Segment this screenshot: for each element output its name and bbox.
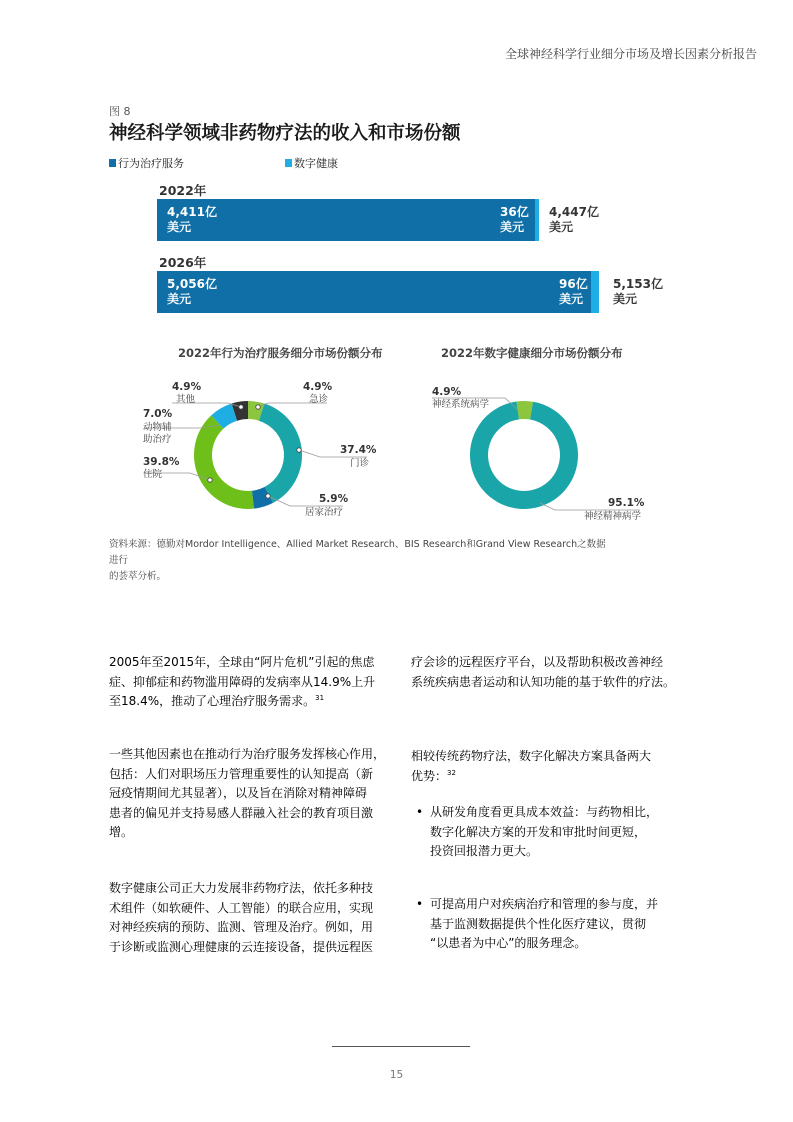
left-p3-line-3: 对神经疾病的预防、监测、管理及治疗。例如，用 — [109, 920, 374, 934]
marker-other — [239, 405, 243, 409]
left-p2-line-4: 患者的偏见并支持易感人群融入社会的教育项目激 — [109, 805, 374, 820]
right-paragraph-2 — [411, 747, 701, 786]
bar-2026-digital-amount: 96亿 — [559, 277, 588, 291]
page-header — [0, 0, 793, 68]
bar-year-2022: 2022年 — [159, 183, 207, 198]
left-paragraph-3 — [109, 879, 399, 957]
left-paragraph-1 — [109, 653, 399, 712]
source-line-2: 的荟萃分析。 — [109, 571, 167, 582]
donut2-psych-pct: 95.1% — [608, 497, 645, 509]
page-number: 15 — [389, 1069, 404, 1081]
source-line-1: 资料来源：德勤对Mordor Intelligence、Allied Market Research、BIS Research和Grand View Research之数据进行 — [109, 539, 606, 566]
bar-2026-digital-value — [559, 277, 588, 307]
bar-2022-behavioral-unit: 美元 — [167, 220, 192, 234]
right-p2-line-1: 相较传统药物疗法，数字化解决方案具备两大 — [411, 749, 652, 763]
legend-swatch-digital — [285, 159, 292, 167]
bullet-2-line-1: 可提高用户对疾病治疗和管理的参与度，并 — [430, 897, 659, 911]
left-paragraph-2 — [109, 745, 404, 843]
bar-2026-digital-unit: 美元 — [559, 292, 584, 306]
bullet-2-line-2: 基于监测数据提供个性化医疗建议，贯彻 — [430, 916, 647, 931]
bar-2026-behavioral — [157, 271, 591, 313]
bar-2022-behavioral-value — [167, 205, 217, 235]
donut1-outpatient-label: 门诊 — [350, 458, 370, 469]
donut1-segments — [194, 401, 302, 509]
bullet-1-line-3: 投资回报潜力更大。 — [430, 844, 539, 858]
chart-legend — [109, 155, 509, 169]
donut-charts-svg — [0, 360, 793, 530]
donut1-home-label: 居家治疗 — [305, 507, 344, 518]
bullet-1-line-2: 数字化解决方案的开发和审批时间更短， — [430, 824, 647, 839]
bullet-2 — [416, 895, 701, 954]
left-p1-line-2: 症、抑郁症和药物滥用障碍的发病率从14.9%上升 — [109, 674, 376, 689]
donut1-other-label: 其他 — [176, 394, 196, 405]
marker-inpatient — [208, 478, 212, 482]
bar-2026-behavioral-unit: 美元 — [167, 292, 192, 306]
left-p3-line-1: 数字健康公司正大力发展非药物疗法，依托多种技 — [109, 881, 374, 895]
bar-2026-digital — [591, 271, 599, 313]
donut1-title: 2022年行为治疗服务细分市场份额分布 — [178, 346, 383, 360]
donut1-inpatient-label: 住院 — [143, 469, 163, 480]
bar-2022-digital-value — [500, 205, 529, 235]
bar-2022-digital-unit: 美元 — [500, 220, 525, 234]
donut1-animal-label-2: 助治疗 — [143, 434, 172, 445]
donut1-outpatient-pct: 37.4% — [340, 444, 377, 456]
donut1-other-pct: 4.9% — [172, 381, 202, 393]
right-p1-line-2: 系统疾病患者运动和认知功能的基于软件的疗法。 — [411, 674, 676, 689]
legend-item-digital — [285, 155, 338, 171]
bar-year-2026: 2026年 — [159, 255, 207, 270]
footer-rule — [332, 1046, 470, 1047]
donut2-psych-label: 神经精神病学 — [584, 511, 642, 522]
left-p1-line-3 — [109, 692, 399, 712]
source-note — [109, 537, 609, 585]
bar-2026-behavioral-amount: 5,056亿 — [167, 277, 217, 291]
donut1-slice-1 — [259, 404, 302, 503]
bar-2022-total-value — [549, 205, 599, 235]
bullet-1-line-1: 从研发角度看更具成本效益：与药物相比， — [430, 805, 659, 819]
bar-2026-total-value — [613, 277, 663, 307]
bar-2022-behavioral-amount: 4,411亿 — [167, 205, 217, 219]
bar-2022-total-unit: 美元 — [549, 220, 574, 234]
footnote-ref-32: 32 — [447, 768, 456, 777]
bar-2022-digital-amount: 36亿 — [500, 205, 529, 219]
donut2-neuro-pct: 4.9% — [432, 386, 462, 398]
marker-home — [266, 494, 270, 498]
donut1-emergency-pct: 4.9% — [303, 381, 333, 393]
bar-2022-digital — [535, 199, 539, 241]
bullet-2-text — [430, 895, 701, 954]
legend-item-behavioral — [109, 155, 184, 171]
left-p2-line-3: 冠疫情期间尤其显著），以及旨在消除对精神障碍 — [109, 786, 368, 800]
footnote-ref-31: 31 — [315, 694, 325, 702]
right-p1-line-1: 疗会诊的远程医疗平台，以及帮助积极改善神经 — [411, 655, 664, 669]
bar-2022-total-amount: 4,447亿 — [549, 205, 599, 219]
bullet-1 — [416, 803, 701, 862]
bullet-2-line-3: “以患者为中心”的服务理念。 — [430, 936, 587, 950]
left-p2-line-5: 增。 — [109, 825, 134, 839]
bullet-1-dot: • — [416, 805, 424, 819]
figure-label: 图 8 — [109, 105, 131, 118]
legend-label-behavioral: 行为治疗服务 — [118, 157, 184, 170]
left-p2-line-2: 包括：人们对职场压力管理重要性的认知提高（新 — [109, 766, 374, 781]
left-p2-line-1: 一些其他因素也在推动行为治疗服务发挥核心作用， — [109, 747, 386, 761]
donut1-inpatient-pct: 39.8% — [143, 456, 180, 468]
donut1-slice-3 — [194, 415, 254, 509]
left-p1-line-1: 2005年至2015年，全球由“阿片危机”引起的焦虑 — [109, 655, 375, 669]
donut2-neuro-label: 神经系统病学 — [432, 399, 490, 410]
report-title: 全球神经科学行业细分市场及增长因素分析报告 — [504, 47, 757, 61]
donut2-title: 2022年数字健康细分市场份额分布 — [441, 346, 623, 360]
donut1-home-pct: 5.9% — [319, 493, 349, 505]
legend-label-digital: 数字健康 — [294, 157, 338, 170]
bullet-1-text — [430, 803, 701, 862]
donut2-segments — [470, 401, 578, 509]
left-p3-line-4: 于诊断或监测心理健康的云连接设备，提供远程医 — [109, 939, 374, 954]
bar-2026-behavioral-value — [167, 277, 217, 307]
bullet-2-dot: • — [416, 897, 424, 911]
legend-swatch-behavioral — [109, 159, 116, 167]
left-p1-line-3-text: 至18.4%，推动了心理治疗服务需求。 — [109, 694, 316, 708]
right-paragraph-1 — [411, 653, 701, 692]
bar-2026-total-unit: 美元 — [613, 292, 638, 306]
left-p3-line-2: 术组件（如软硬件、人工智能）的联合应用，实现 — [109, 900, 374, 915]
donut1-emergency-label: 急诊 — [309, 394, 329, 405]
right-p2-line-2 — [411, 767, 701, 787]
right-p2-line-2-text: 优势： — [411, 768, 448, 783]
figure-title: 神经科学领域非药物疗法的收入和市场份额 — [109, 123, 461, 144]
marker-outpatient — [297, 448, 301, 452]
donut1-animal-label-1: 动物辅 — [143, 422, 172, 433]
marker-emergency — [256, 405, 260, 409]
bar-2026-total-amount: 5,153亿 — [613, 277, 663, 291]
donut1-animal-pct: 7.0% — [143, 408, 173, 420]
